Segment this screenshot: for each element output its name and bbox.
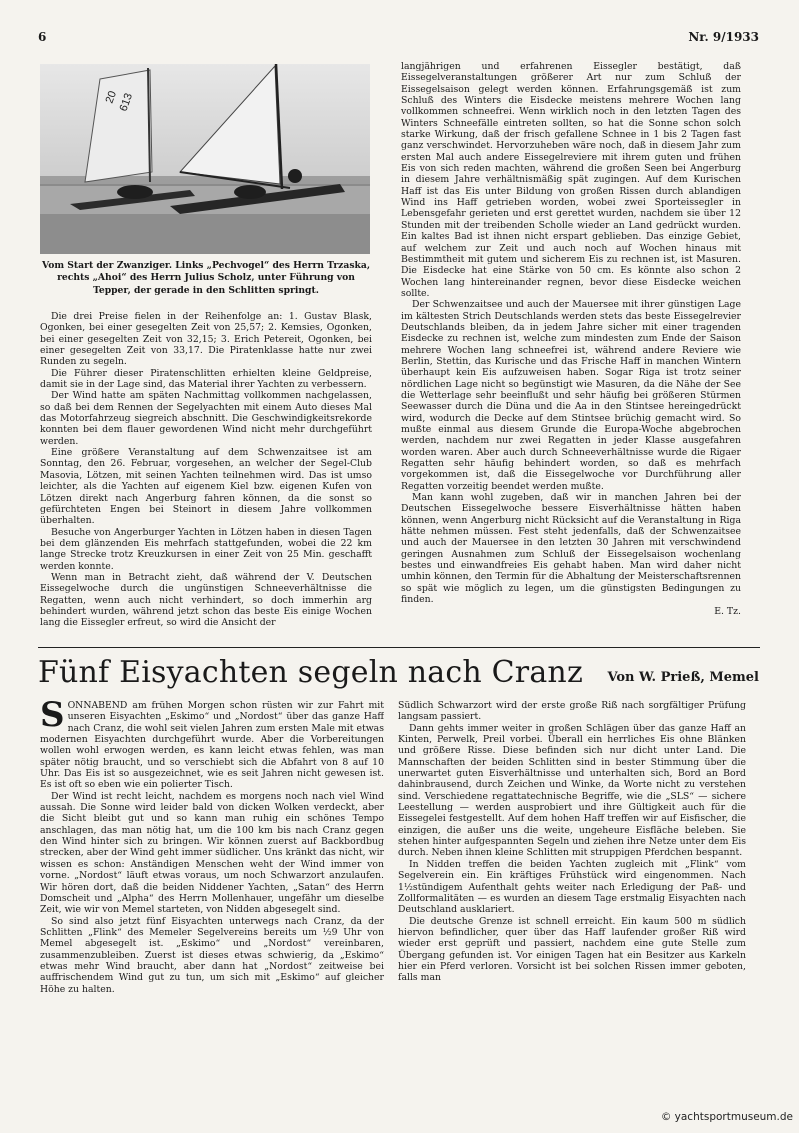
paragraph: Die drei Preise fielen in der Reihenfolge an: 1. Gustav Blask, Ogonken, bei einer gesegelten Zeit von 25,57; 2. Kemsies, Ogonken, bei einer gesegelten Zeit von 32,15; 3. Erich Petereit, Ogonken, bei einer gesegelten Zeit von 33,17. Die Piratenklasse hatte nur zwei Runden zu segeln. bbox=[40, 311, 372, 368]
paragraph: Man kann wohl zugeben, daß wir in manchen Jahren bei der Deutschen Eissegelwoche bessere Eisverhältnisse hätten haben können, wenn Angerburg nicht Rücksicht auf die Veranstaltung in Riga hätte nehmen müssen. Fest steht jedenfalls, daß der Schwenzaitsee und auch der Mauersee in den letzten 30 Jahren mit verschwindend geringen Ausnahmen zum Schluß der Eissegelsaison wochenlang bestes und einwandfreies Eis gehabt haben. Man wird daher nicht umhin können, den Termin für die Abhaltung der Meisterschaftsrennen so spät wie möglich zu legen, um die günstigsten Bedingungen zu finden. bbox=[401, 492, 741, 606]
article-column-2 bbox=[398, 700, 746, 1104]
paragraph: Wenn man in Betracht zieht, daß während der V. Deutschen Eissegelwoche durch die ungünstigen Schneeverhältnisse die Regatten, wenn auch nicht verhindert, so doch immerhin arg behindert wurden, während jetzt schon das beste Eis einige Wochen lang die Eissegler erfreut, so wird die Ansicht der bbox=[40, 571, 372, 629]
paragraph: So sind also jetzt fünf Eisyachten unterwegs nach Cranz, da der Schlitten „Flink“ des Memeler Segelvereins bereits um ½9 Uhr von Memel abgesegelt ist. „Eskimo“ und „Nordost“ vereinbaren, zusammenzubleiben. Zuerst ist dieses etwas schwierig, da „Eskimo“ etwas mehr Wind braucht, aber dann hat „Nordost“ zeitweise bei auffrischendem Wind gut zu tun, um sich mit „Eskimo“ auf gleicher Höhe zu halten. bbox=[40, 915, 384, 995]
paragraph-text: ONNABEND am frühen Morgen schon rüsten wir zur Fahrt mit unseren Eisyachten „Eskimo“ und „Nordost“ über das ganze Haff nach Cranz, die wohl seit vielen Jahren zum ersten Male mit etwas modernen Eisyachten durchgeführt wurde. Aber die Vorbereitungen wollen wohl erwogen werden, es kann leicht etwas fehlen, was man später nötig braucht, und so verschiebt sich die Abfahrt von 8 auf 10 Uhr. Das Eis ist so ausgezeichnet, wie es seit Jahren nicht gewesen ist. Es ist oft so eben wie ein polierter Tisch. bbox=[40, 700, 384, 791]
paragraph: Dann gehts immer weiter in großen Schlägen über das ganze Haff an Kinten, Perwelk, Preil vorbei. Überall ein herrliches Eis ohne Blänken und größere Risse. Diese befinden sich nur dicht unter Land. Die Mannschaften der beiden Schlitten sind in bester Stimmung über die unerwartet guten Eisverhältnisse und unterhalten sich, Bord an Bord dahinbrausend, durch Zeichen und Winke, da Worte nicht zu verstehen sind. Verschiedene regattatechnische Begriffe, wie die „SLS“ — sichere Leestellung — werden ausprobiert und ihre Gültigkeit auch für die Eissegelei festgestellt. Auf dem hohen Haff treffen wir auf Eisfischer, die einzigen, die außer uns die weite, ungeheure Eisfläche beleben. Sie stehen hinter aufgespannten Segeln und ziehen ihre Netze unter dem Eis durch. Neben ihnen kleine Schlitten mit struppigen Pferdchen bespannt. bbox=[398, 722, 746, 859]
paragraph: Der Wind ist recht leicht, nachdem es morgens noch nach viel Wind aussah. Die Sonne wird leider bald von dicken Wolken verdeckt, aber die Sicht bleibt gut und so kann man ruhig ein schönes Tempo anschlagen, das man nötig hat, um die 100 km bis nach Cranz gegen den Wind hinter sich zu bringen. Wir können zuerst auf Backbordbug strecken, aber der Wind geht immer südlicher. Uns kränkt das nicht, wir wissen es schon: Anständigen Menschen weht der Wind immer von vorne. „Nordost“ läuft etwas voraus, um noch Schwarzort anzulaufen. Wir hören dort, daß die beiden Niddener Yachten, „Satan“ des Herrn Domscheit und „Alpha“ des Herrn Mollenhauer, ungefähr um dieselbe Zeit, wie wir von Memel starteten, von Nidden abgesegelt sind. bbox=[40, 790, 384, 916]
author-signature: E. Tz. bbox=[714, 605, 741, 617]
paragraph: Eine größere Veranstaltung auf dem Schwenzaitsee ist am Sonntag, den 26. Februar, vorgesehen, an welcher der Segel-Club Masovia, Lötzen, mit seinen Yachten teilnehmen wird. Das ist umso leichter, als die Yachten auf eigenem Kiel bzw. eigenen Kufen von Lötzen direkt nach Angerburg fahren können, da die sonst so gefürchteten Engen bei Steinort in diesem Jahre vollkommen überhalten. bbox=[40, 447, 372, 527]
paragraph: Die deutsche Grenze ist schnell erreicht. Ein kaum 500 m südlich hiervon befindlicher, quer über das Haff laufender großer Riß wird wieder erst geprüft und passiert, nachdem eine gute Stelle zum Übergang gefunden ist. Vor einigen Tagen hat ein Besitzer aus Karkeln hier ein Pferd verloren. Vorsicht ist bei solchen Rissen immer geboten, falls man bbox=[398, 915, 746, 984]
article-author: Von W. Prieß, Memel bbox=[607, 670, 759, 685]
column-2 bbox=[401, 61, 741, 641]
paragraph bbox=[40, 700, 384, 791]
paragraph: Besuche von Angerburger Yachten in Lötzen haben in diesen Tagen bei dem glänzenden Eis mehrfach stattgefunden, wobei die 22 km lange Strecke trotz Kreuzkursen in einer Zeit von 25 Min. geschafft werden konnte. bbox=[40, 526, 372, 572]
photo-caption: Vom Start der Zwanziger. Links „Pechvogel“ des Herrn Trzaska, rechts „Ahoi“ des Herrn Julius Scholz, unter Führung von Tepper, der gerade in den Schlitten springt. bbox=[41, 260, 371, 296]
sail-number-20: 20 bbox=[103, 89, 120, 106]
column-1 bbox=[40, 311, 372, 637]
section-divider bbox=[38, 647, 760, 648]
issue-number: Nr. 9/1933 bbox=[688, 30, 759, 44]
drop-cap: S bbox=[40, 700, 65, 735]
sail-number-613: 613 bbox=[117, 91, 136, 114]
watermark: © yachtsportmuseum.de bbox=[660, 1111, 793, 1123]
article-title: Fünf Eisyachten segeln nach Cranz bbox=[38, 655, 583, 690]
paragraph: langjährigen und erfahrenen Eissegler bestätigt, daß Eissegelveranstaltungen größerer Art nur zum Schluß der Eissegelsaison gelegt werden können. Erfahrungsgemäß ist zum Schluß des Winters die Eisdecke meistens mehrere Wochen lang vollkommen schneefrei. Wenn wirklich noch in den letzten Tagen des Winters Schneefälle eintreten sollten, so hat die Sonne schon solch starke Wirkung, daß der frisch gefallene Schnee in 1 bis 2 Tagen fast ganz verschwindet. Hervorzuheben wäre noch, daß in diesem Jahr zum ersten Mal auch andere Eissegelreviere mit ihrem guten und frühen Eis von sich reden machten, während die großen Seen bei Angerburg in diesem Jahre verhältnismäßig spät zugingen. Auf dem Kurischen Haff ist das Eis unter Bildung von großen Rissen durch ablandigen Wind ins Haff getrieben worden, wobei zwei Sporteissegler in Lebensgefahr gerieten und erst gerettet wurden, nachdem sie über 12 Stunden mit der treibenden Scholle wieder an Land gedrückt wurden. Ein kaltes Bad ist ihnen nicht erspart geblieben. Das einzige Gebiet, auf welchem zur Zeit und auch noch auf Wochen hinaus mit Bestimmtheit mit gutem und sicherem Eis zu rechnen ist, ist Masuren. Die Eisdecke hat eine Stärke von 50 cm. Es könnte also schon 2 Wochen lang hintereinander regnen, bevor diese Eisdecke weichen sollte. bbox=[401, 61, 741, 299]
page-number: 6 bbox=[38, 30, 47, 44]
ice-yacht-photo bbox=[40, 64, 370, 254]
paragraph: Südlich Schwarzort wird der erste große Riß nach sorgfältiger Prüfung langsam passiert. bbox=[398, 700, 746, 723]
paragraph: In Nidden treffen die beiden Yachten zugleich mit „Flink“ vom Segelverein ein. Ein kräftiges Frühstück wird eingenommen. Nach 1½stündigem Aufenthalt gehts weiter nach Erledigung der Paß- und Zollformalitäten — es wurden an diesem Tage erstmalig Eisyachten nach Deutschland ausklariert. bbox=[398, 858, 746, 916]
paragraph: Der Schwenzaitsee und auch der Mauersee mit ihrer günstigen Lage im kältesten Strich Deutschlands werden stets das beste Eissegelrevier Deutschlands bleiben, da in jedem Jahre sicher mit einer tragenden Eisdecke zu rechnen ist, welche zum mindesten zum Ende der Saison mehrere Wochen lang schneefrei ist, während andere Reviere wie Berlin, Stettin, das Kurische und das Frische Haff in manchen Wintern überhaupt kein Eis aufzuweisen haben. Sogar Riga ist trotz seiner nördlichen Lage nicht so begünstigt wie Masuren, da die Nähe der See die Wetterlage sehr beeinflußt und sehr häufig bei größeren Stürmen Seewasser durch die Düna und die Aa in den Stintsee hereingedrückt wird, wodurch die Decke auf dem Stintsee brüchig gemacht wird. So mußte einmal aus diesem Grunde die Europa-Woche abgebrochen werden, nachdem nur zwei Regatten in jeder Klasse ausgefahren worden waren. Aber auch durch Schneeverhältnisse wurde die Rigaer Regatten sehr häufig behindert worden, so daß es mehrfach vorgekommen ist, daß die Eissegelwoche vor Durchführung aller Regatten vorzeitig beendet werden mußte. bbox=[401, 299, 741, 492]
article-column-1 bbox=[40, 700, 384, 1092]
paragraph: Der Wind hatte am späten Nachmittag vollkommen nachgelassen, so daß bei dem Rennen der Segelyachten mit einem Auto dieses Mal das Motorfahrzeug siegreich abschnitt. Die Geschwindigkeitsrekorde konnten bei dem flauer gewordenen Wind nicht mehr durchgeführt werden. bbox=[40, 390, 372, 447]
paragraph: Die Führer dieser Piratenschlitten erhielten kleine Geldpreise, damit sie in der Lage sind, das Material ihrer Yachten zu verbessern. bbox=[40, 367, 372, 391]
